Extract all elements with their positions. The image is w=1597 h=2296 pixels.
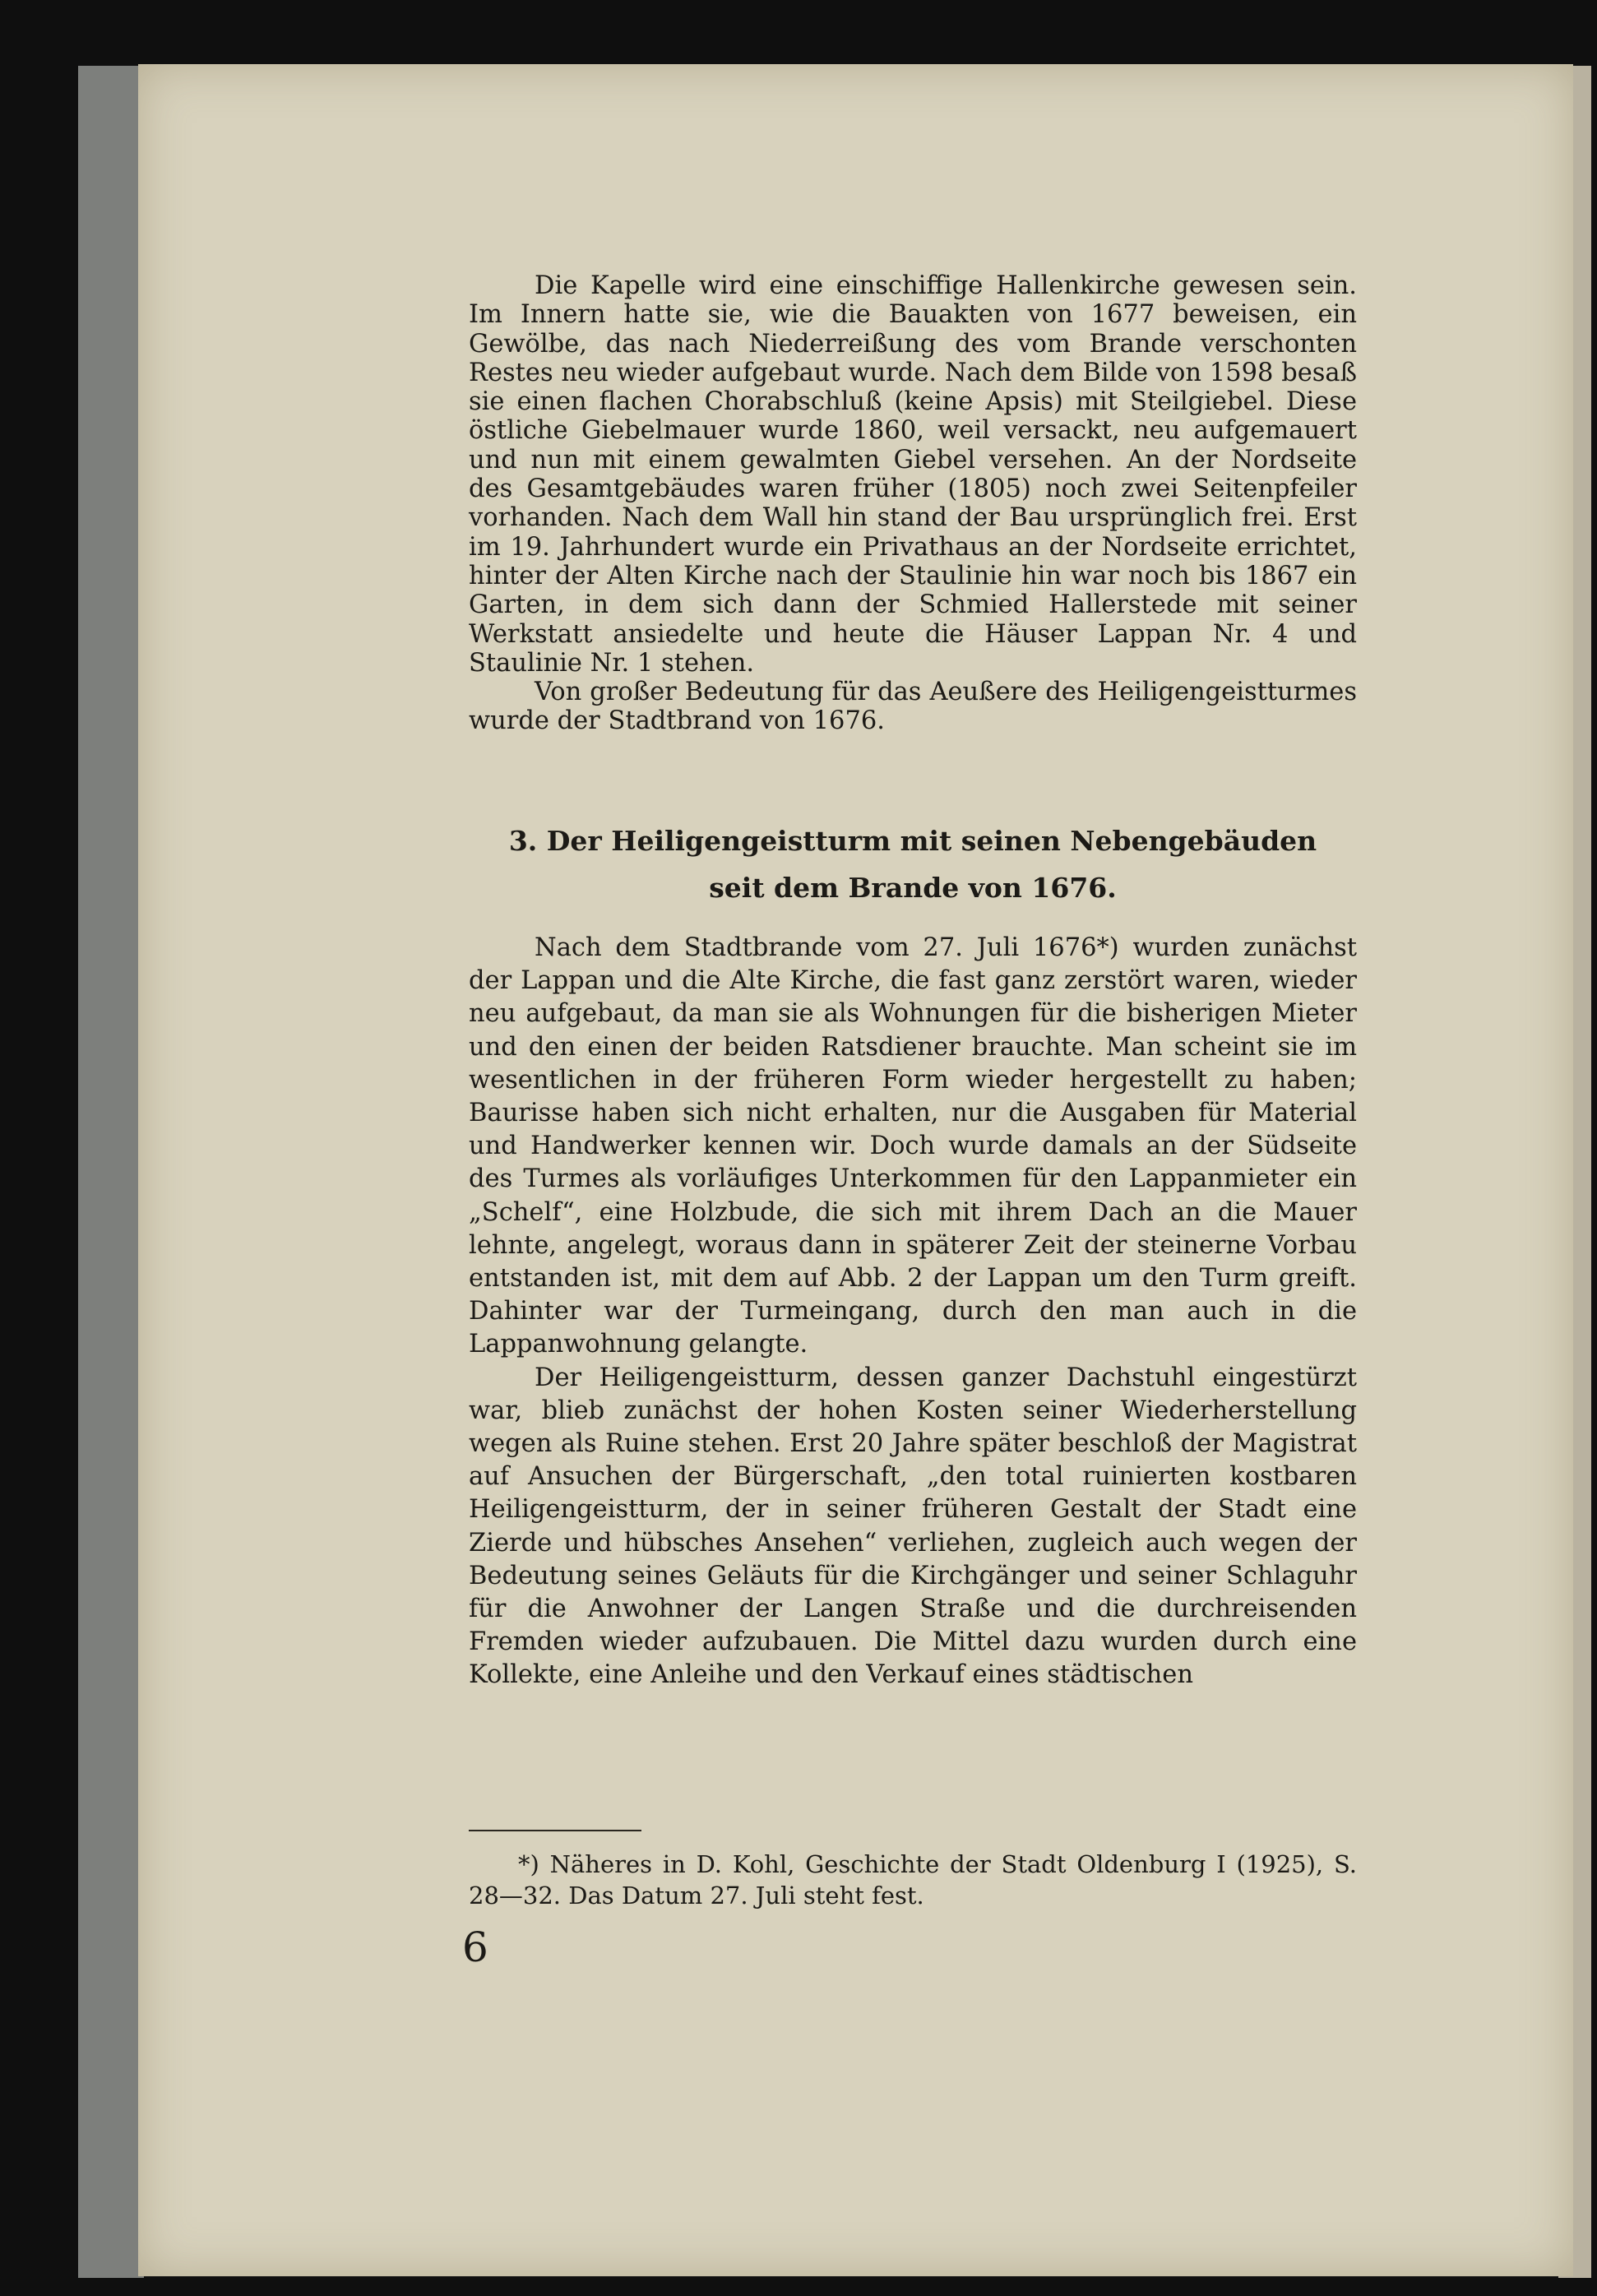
page-number: 6 bbox=[462, 1923, 488, 1971]
footnote-divider bbox=[469, 1830, 641, 1831]
paragraph-chapel: Die Kapelle wird eine einschiffige Hallenkirche gewesen sein. Im Innern hatte sie, wie die Bauakten von 1677 beweisen, ein Gewölbe, das nach Niederreißung des vom Brande verschonten Restes neu wieder aufgebaut wurde. Nach dem Bilde von 1598 besaß sie einen flachen Chorabschluß (keine Apsis) mit Steilgiebel. Diese östliche Giebelmauer wurde 1860, weil versackt, neu aufgemauert und nun mit einem gewalmten Giebel versehen. An der Nordseite des Gesamtgebäudes waren früher (1805) noch zwei Seitenpfeiler vorhanden. Nach dem Wall hin stand der Bau ursprünglich frei. Erst im 19. Jahrhundert wurde ein Privathaus an der Nordseite errichtet, hinter der Alten Kirche nach der Staulinie hin war noch bis 1867 ein Garten, in dem sich dann der Schmied Hallerstede mit seiner Werkstatt ansiedelte und heute die Häuser Lappan Nr. 4 und Staulinie Nr. 1 stehen. bbox=[469, 271, 1357, 678]
top-text-block bbox=[469, 271, 1357, 736]
section-heading-line2: seit dem Brande von 1676. bbox=[709, 872, 1117, 904]
footnote bbox=[469, 1849, 1357, 1911]
section-heading-line1: 3. Der Heiligengeistturm mit seinen Nebengebäuden bbox=[508, 825, 1317, 857]
paragraph-fire-significance: Von großer Bedeutung für das Aeußere des Heiligengeistturmes wurde der Stadtbrand von 1676. bbox=[469, 678, 1357, 736]
main-text-block bbox=[469, 932, 1357, 1692]
binding-strip bbox=[78, 66, 144, 2278]
paragraph-tower: Der Heiligengeistturm, dessen ganzer Dachstuhl eingestürzt war, blieb zunächst der hohen Kosten seiner Wiederherstellung wegen als Ruine stehen. Erst 20 Jahre später beschloß der Magistrat auf Ansuchen der Bürgerschaft, „den total ruinierten kostbaren Heiligengeistturm, der in seiner früheren Gestalt der Stadt eine Zierde und hübsches Ansehen“ verliehen, zugleich auch wegen der Bedeutung seines Geläuts für die Kirchgänger und seiner Schlaguhr für die Anwohner der Langen Straße und die durchreisenden Fremden wieder aufzubauen. Die Mittel dazu wurden durch eine Kollekte, eine Anleihe und den Verkauf eines städtischen bbox=[469, 1363, 1357, 1690]
footnote-text: *) Näheres in D. Kohl, Geschichte der Stadt Oldenburg I (1925), S. 28—32. Das Datum 27. Juli steht fest. bbox=[469, 1850, 1357, 1909]
paragraph-after-fire: Nach dem Stadtbrande vom 27. Juli 1676*) wurden zunächst der Lappan und die Alte Kirche, die fast ganz zerstört waren, wieder neu aufgebaut, da man sie als Wohnungen für die bisherigen Mieter und den einen der beiden Ratsdiener brauchte. Man scheint sie im wesentlichen in der früheren Form wieder hergestellt zu haben; Baurisse haben sich nicht erhalten, nur die Ausgaben für Material und Handwerker kennen wir. Doch wurde damals an der Südseite des Turmes als vorläufiges Unterkommen für den Lappanmieter ein „Schelf“, eine Holzbude, die sich mit ihrem Dach an die Mauer lehnte, angelegt, woraus dann in späterer Zeit der steinerne Vorbau entstanden ist, mit dem auf Abb. 2 der Lappan um den Turm greift. Dahinter war der Turmeingang, durch den man auch in die Lappanwohnung gelangte. bbox=[469, 933, 1357, 1359]
